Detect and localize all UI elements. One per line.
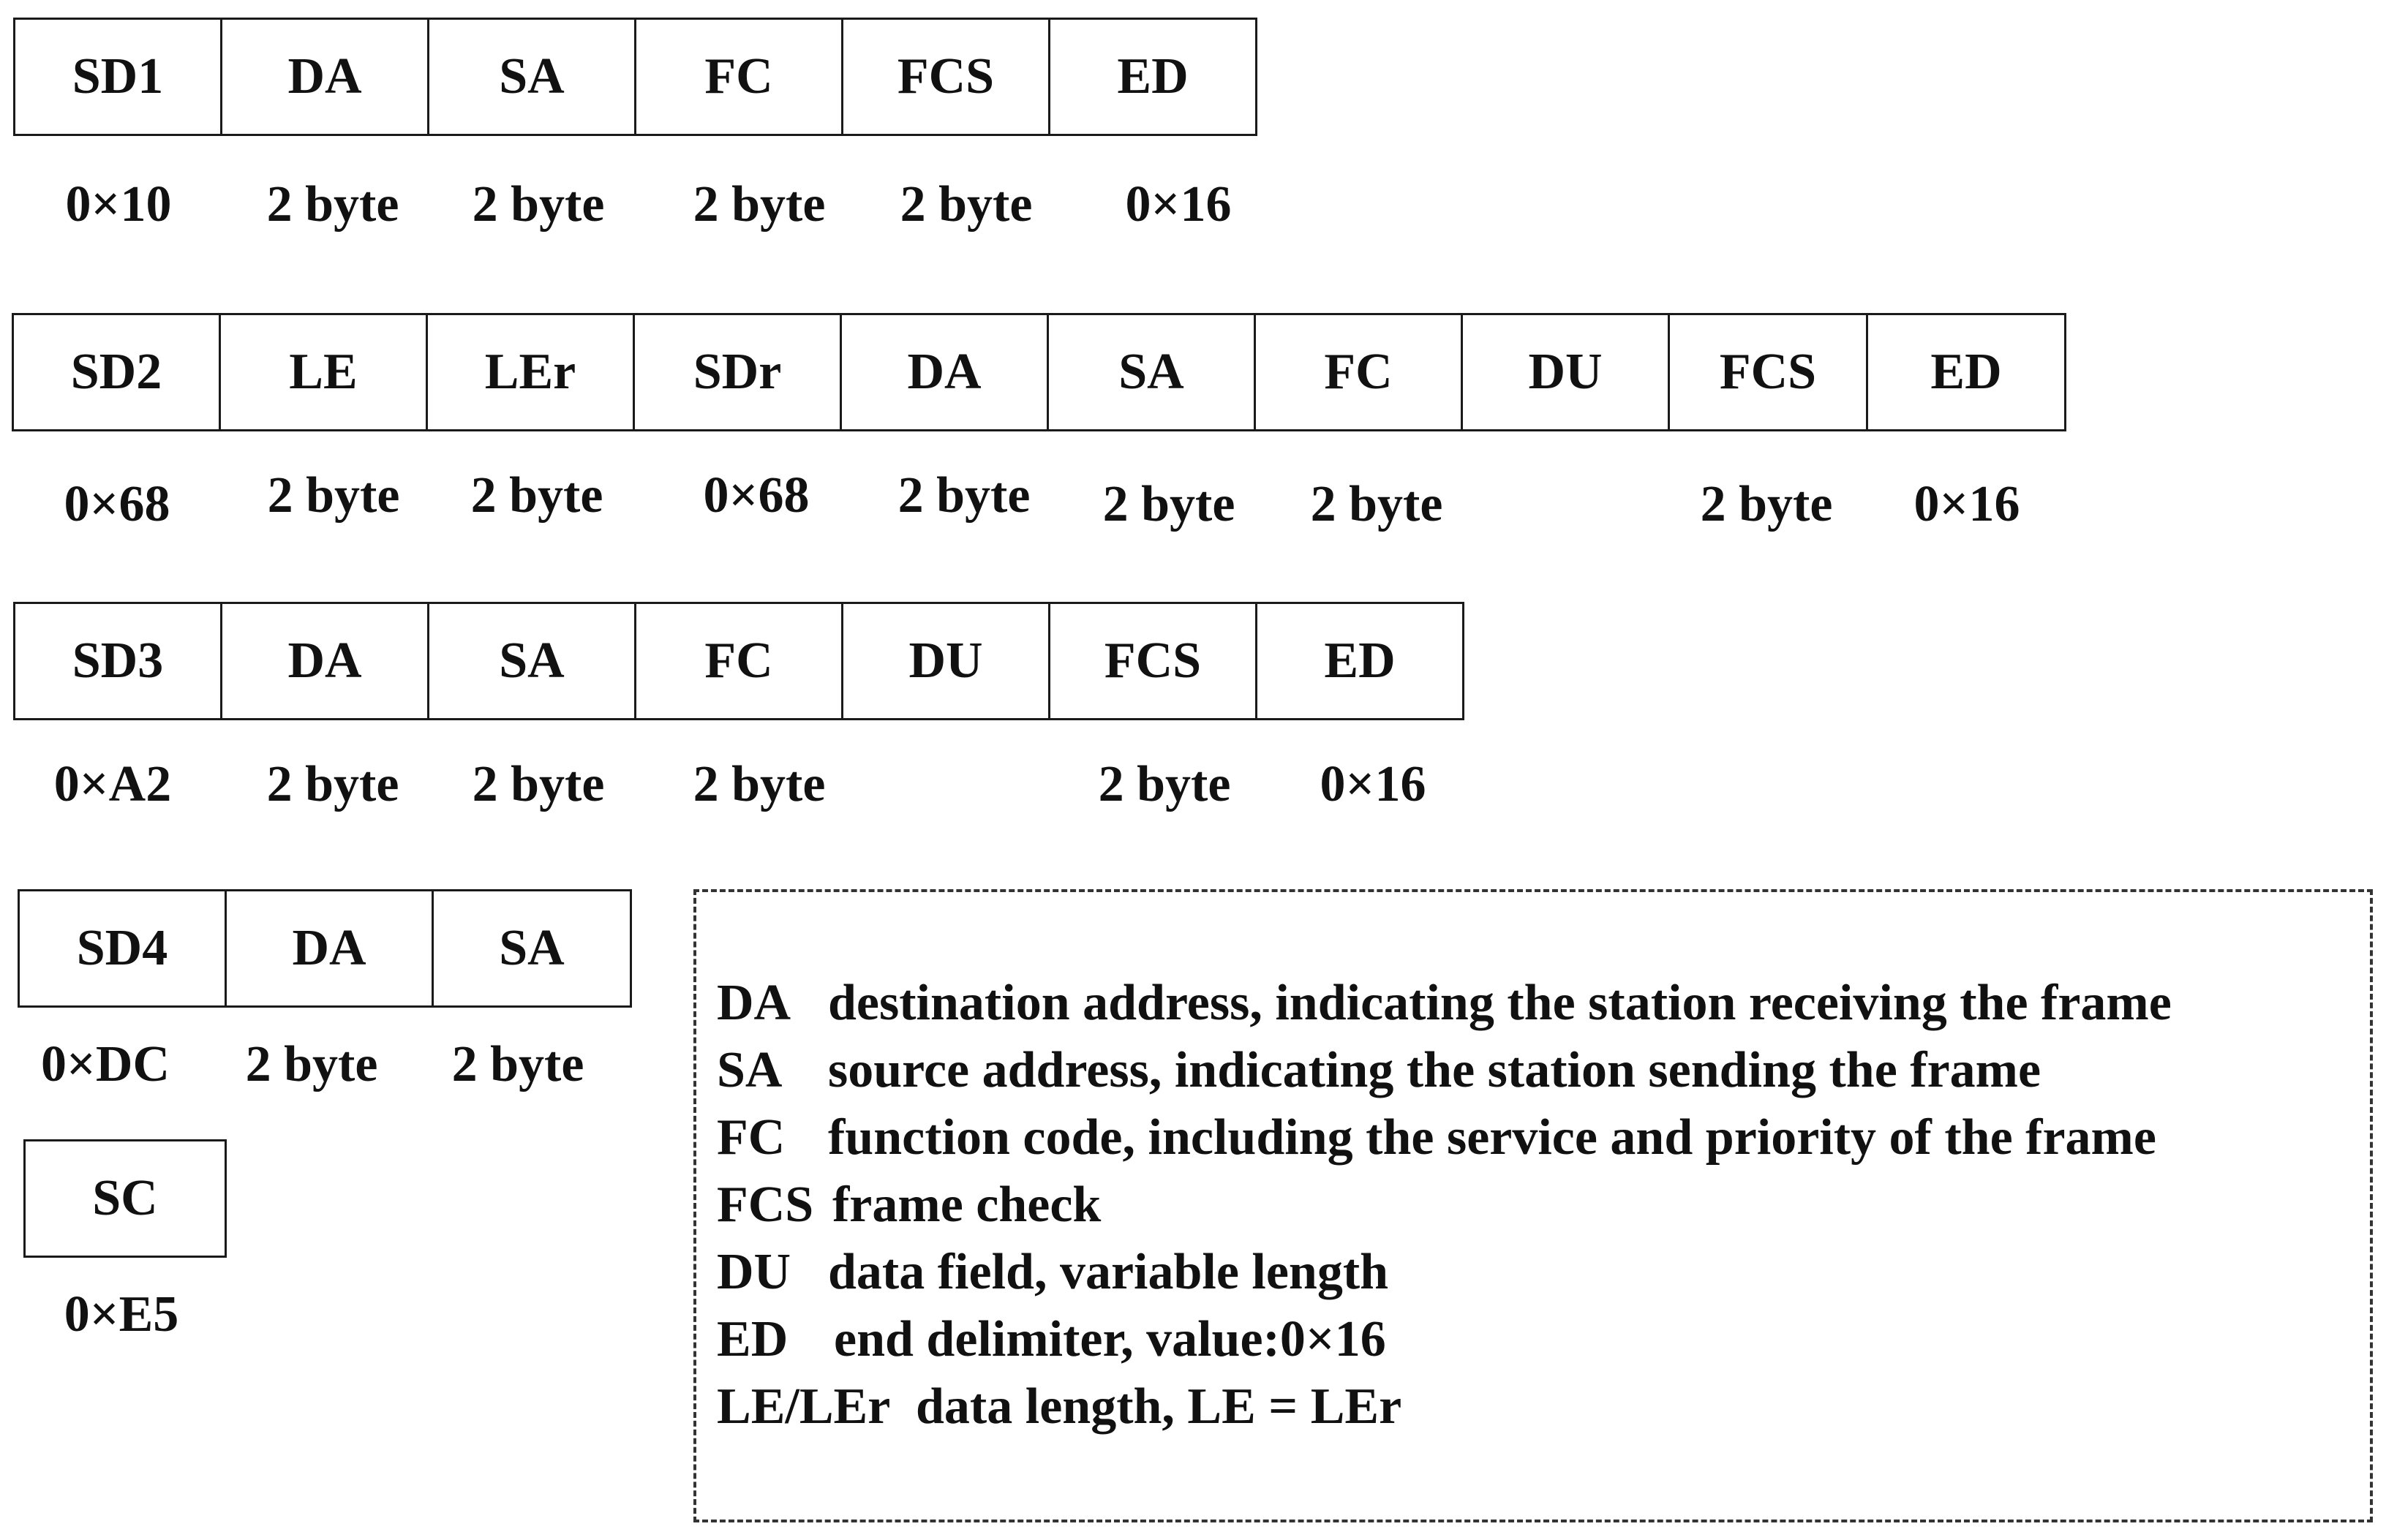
- field-label: DA: [287, 48, 362, 105]
- field-box: [634, 602, 843, 720]
- field-box: [13, 602, 222, 720]
- field-label: DU: [1528, 344, 1603, 400]
- field-box: [18, 889, 227, 1008]
- frame-sc-fields: [23, 1139, 227, 1256]
- field-label: DU: [908, 633, 983, 689]
- field-label: FC: [1324, 344, 1393, 400]
- field-box: [634, 18, 843, 136]
- legend-entry: [717, 1041, 2041, 1100]
- field-label: DA: [292, 920, 366, 976]
- legend-entry: [717, 1243, 1389, 1302]
- legend-abbr: DU: [717, 1244, 791, 1300]
- field-box: [426, 313, 635, 431]
- legend-abbr: DA: [717, 975, 791, 1031]
- field-box: [427, 602, 636, 720]
- field-label: SD3: [72, 633, 164, 689]
- field-box: [23, 1139, 227, 1258]
- field-box: [1047, 313, 1256, 431]
- legend-desc: destination address, indicating the station receiving the frame: [828, 975, 2172, 1031]
- field-size: 2 byte: [470, 467, 603, 524]
- legend-entry: [717, 1310, 1386, 1369]
- field-label: SA: [499, 633, 565, 689]
- field-size: 0×68: [703, 467, 810, 524]
- field-label: SA: [1118, 344, 1184, 400]
- field-size: 0×16: [1320, 756, 1426, 812]
- legend-entry: [717, 1378, 1402, 1436]
- frame-sd3-fields: [13, 602, 1464, 719]
- field-box: [1255, 602, 1464, 720]
- field-label: DA: [907, 344, 982, 400]
- field-size: 0×16: [1913, 476, 2020, 532]
- legend-abbr: ED: [717, 1311, 789, 1367]
- field-box: [1461, 313, 1670, 431]
- frame-sd1-fields: [13, 18, 1257, 135]
- legend-entry: [717, 1176, 1102, 1234]
- field-size: 2 byte: [266, 756, 399, 812]
- legend-desc: source address, indicating the station sending the frame: [828, 1042, 2041, 1098]
- field-box: [633, 313, 842, 431]
- field-size: 2 byte: [266, 176, 399, 233]
- field-label: SD1: [72, 48, 164, 105]
- legend-abbr: FC: [717, 1109, 786, 1166]
- field-size: 2 byte: [472, 176, 605, 233]
- field-label: FCS: [1104, 633, 1202, 689]
- legend-abbr: SA: [717, 1042, 783, 1098]
- field-size: 2 byte: [897, 467, 1031, 524]
- field-label: SDr: [693, 344, 782, 400]
- field-box: [219, 313, 428, 431]
- field-box: [1048, 18, 1257, 136]
- field-size: 2 byte: [1102, 476, 1235, 532]
- field-box: [432, 889, 632, 1008]
- field-label: SA: [499, 920, 565, 976]
- field-label: ED: [1930, 344, 2002, 400]
- field-box: [13, 18, 222, 136]
- field-size: 0×68: [64, 476, 170, 532]
- field-box: [841, 602, 1050, 720]
- field-label: FCS: [897, 48, 995, 105]
- field-size: 0×E5: [64, 1286, 179, 1343]
- legend-desc: function code, including the service and priority of the frame: [828, 1109, 2156, 1166]
- field-box: [1866, 313, 2066, 431]
- field-size: 2 byte: [1098, 756, 1231, 812]
- field-label: DA: [287, 633, 362, 689]
- legend-desc: data length, LE = LEr: [916, 1378, 1402, 1435]
- legend-box: [693, 889, 2373, 1522]
- field-box: [225, 889, 434, 1008]
- field-size: 2 byte: [900, 176, 1033, 233]
- field-label: LE: [289, 344, 358, 400]
- field-label: FC: [704, 633, 773, 689]
- field-label: LEr: [484, 344, 576, 400]
- field-label: ED: [1324, 633, 1396, 689]
- field-size: 2 byte: [693, 756, 826, 812]
- field-box: [841, 18, 1050, 136]
- field-size: 2 byte: [245, 1036, 378, 1092]
- field-box: [1254, 313, 1463, 431]
- legend-abbr: LE/LEr: [717, 1378, 891, 1435]
- frame-sd4-fields: [18, 889, 632, 1006]
- legend-desc: frame check: [832, 1177, 1102, 1233]
- field-size: 2 byte: [693, 176, 826, 233]
- field-label: SD2: [70, 344, 162, 400]
- field-label: ED: [1117, 48, 1189, 105]
- field-box: [1048, 602, 1257, 720]
- field-size: 2 byte: [472, 756, 605, 812]
- field-size: 0×16: [1125, 176, 1232, 233]
- field-box: [220, 602, 429, 720]
- field-label: SA: [499, 48, 565, 105]
- legend-entry: [717, 974, 2172, 1033]
- legend-entry: [717, 1109, 2156, 1167]
- field-size: 0×10: [65, 176, 172, 233]
- field-size: 0×A2: [53, 756, 172, 812]
- field-label: FCS: [1719, 344, 1817, 400]
- field-size: 0×DC: [41, 1036, 170, 1092]
- legend-desc: data field, variable length: [828, 1244, 1389, 1300]
- field-label: SC: [92, 1170, 158, 1226]
- field-box: [1668, 313, 1868, 431]
- field-size: 2 byte: [451, 1036, 584, 1092]
- field-size: 2 byte: [1310, 476, 1443, 532]
- field-size: 2 byte: [267, 467, 400, 524]
- frame-sd2-fields: [12, 313, 2066, 430]
- field-box: [220, 18, 429, 136]
- field-box: [427, 18, 636, 136]
- field-box: [840, 313, 1049, 431]
- legend-abbr: FCS: [717, 1177, 814, 1233]
- field-size: 2 byte: [1700, 476, 1833, 532]
- legend-desc: end delimiter, value:0×16: [834, 1311, 1386, 1367]
- field-label: FC: [704, 48, 773, 105]
- field-label: SD4: [76, 920, 168, 976]
- field-box: [12, 313, 221, 431]
